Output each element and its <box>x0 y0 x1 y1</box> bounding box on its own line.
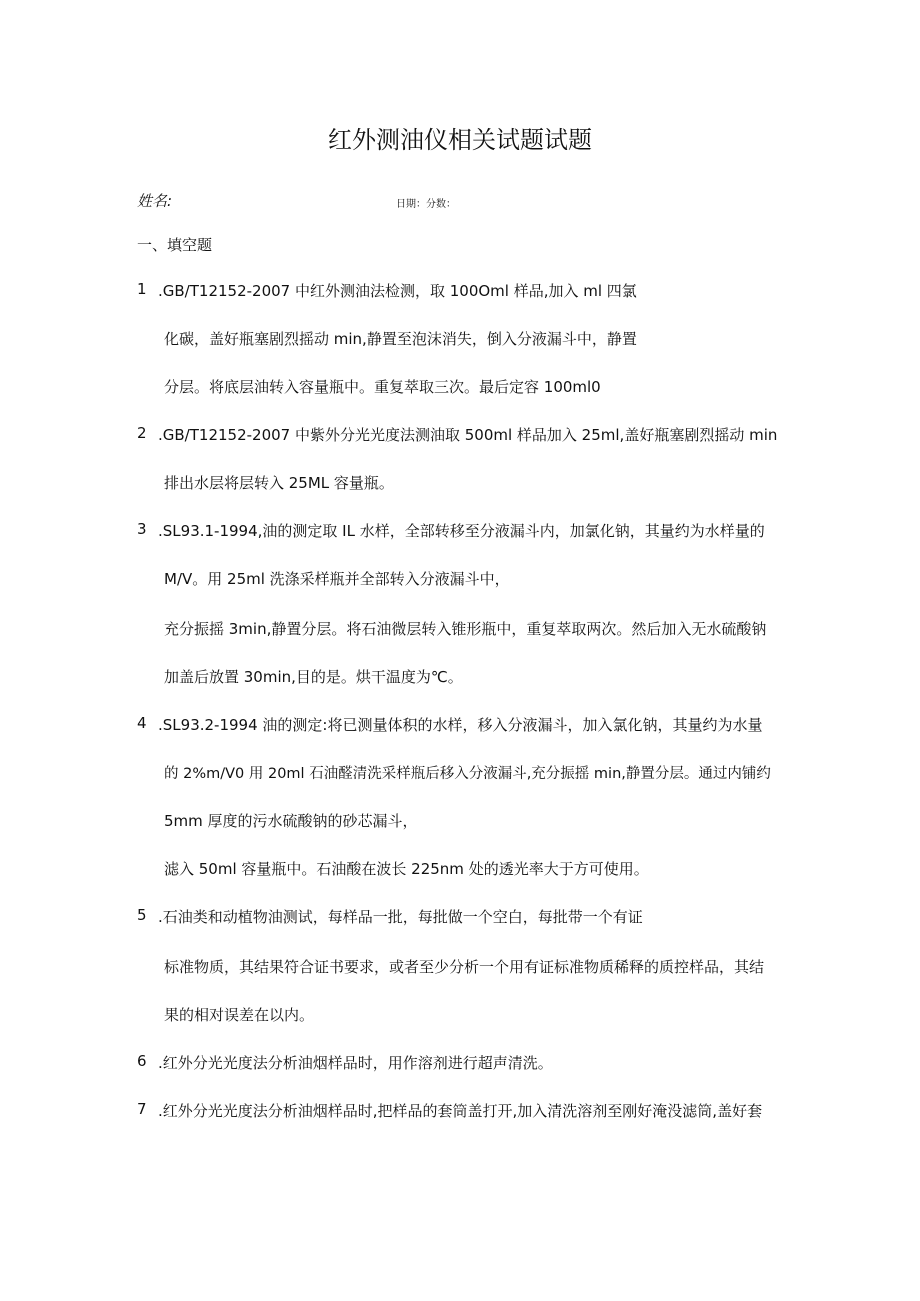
question-line: .GB/T12152-2007 中红外测油法检测，取 100Oml 样品,加入 ml 四氯 <box>158 282 637 300</box>
question-line: .GB/T12152-2007 中紫外分光光度法测油取 500ml 样品加入 25ml,盖好瓶塞剧烈摇动 min <box>158 426 778 444</box>
question-number: 4 <box>137 714 147 732</box>
question-line: 充分振摇 3min,静置分层。将石油微层转入锥形瓶中，重复萃取两次。然后加入无水硫酸钠 <box>164 620 767 638</box>
question-number: 2 <box>137 424 147 442</box>
question-line: 化碳，盖好瓶塞剧烈摇动 min,静置至泡沫消失，倒入分液漏斗中，静置 <box>164 330 637 348</box>
question-line: 分层。将底层油转入容量瓶中。重复萃取三次。最后定容 100ml0 <box>164 378 601 396</box>
question-line: 滤入 50ml 容量瓶中。石油酸在波长 225nm 处的透光率大于方可使用。 <box>164 860 649 878</box>
question-line: 加盖后放置 30min,目的是。烘干温度为℃。 <box>164 668 463 686</box>
question-number: 3 <box>137 520 147 538</box>
question-line: M/V。用 25ml 洗涤采样瓶并全部转入分液漏斗中， <box>164 570 510 588</box>
name-label: 姓名: <box>137 192 173 210</box>
page-title: 红外测油仪相关试题试题 <box>328 126 592 154</box>
question-line: .SL93.2-1994 油的测定:将已测量体积的水样，移入分液漏斗，加入氯化钠，其量约为水量 <box>158 716 763 734</box>
date-score-label: 日期：分数： <box>396 199 456 210</box>
question-line: .红外分光光度法分析油烟样品时，用作溶剂进行超声清洗。 <box>158 1054 553 1072</box>
question-line: 排出水层将层转入 25ML 容量瓶。 <box>164 474 394 492</box>
question-number: 1 <box>137 280 147 298</box>
question-line: 5mm 厚度的污水硫酸钠的砂芯漏斗， <box>164 812 418 830</box>
question-line: .红外分光光度法分析油烟样品时,把样品的套筒盖打开,加入清洗溶剂至刚好淹没滤筒,盖好套 <box>158 1102 763 1120</box>
question-line: .SL93.1-1994,油的测定取 IL 水样，全部转移至分液漏斗内，加氯化钠，其量约为水样量的 <box>158 522 765 540</box>
question-line: 果的相对误差在以内。 <box>164 1006 315 1024</box>
question-line: .石油类和动植物油测试，每样品一批，每批做一个空白，每批带一个有证 <box>158 908 643 926</box>
question-number: 7 <box>137 1100 147 1118</box>
question-number: 6 <box>137 1052 147 1070</box>
question-line: 标准物质，其结果符合证书要求，或者至少分析一个用有证标准物质稀释的质控样品，其结 <box>164 958 765 976</box>
section-title: 一、填空题 <box>137 236 213 254</box>
question-line: 的 2%m/V0 用 20ml 石油醛清洗采样瓶后移入分液漏斗,充分振摇 min,静置分层。通过内铺约 <box>164 766 771 782</box>
question-number: 5 <box>137 906 147 924</box>
